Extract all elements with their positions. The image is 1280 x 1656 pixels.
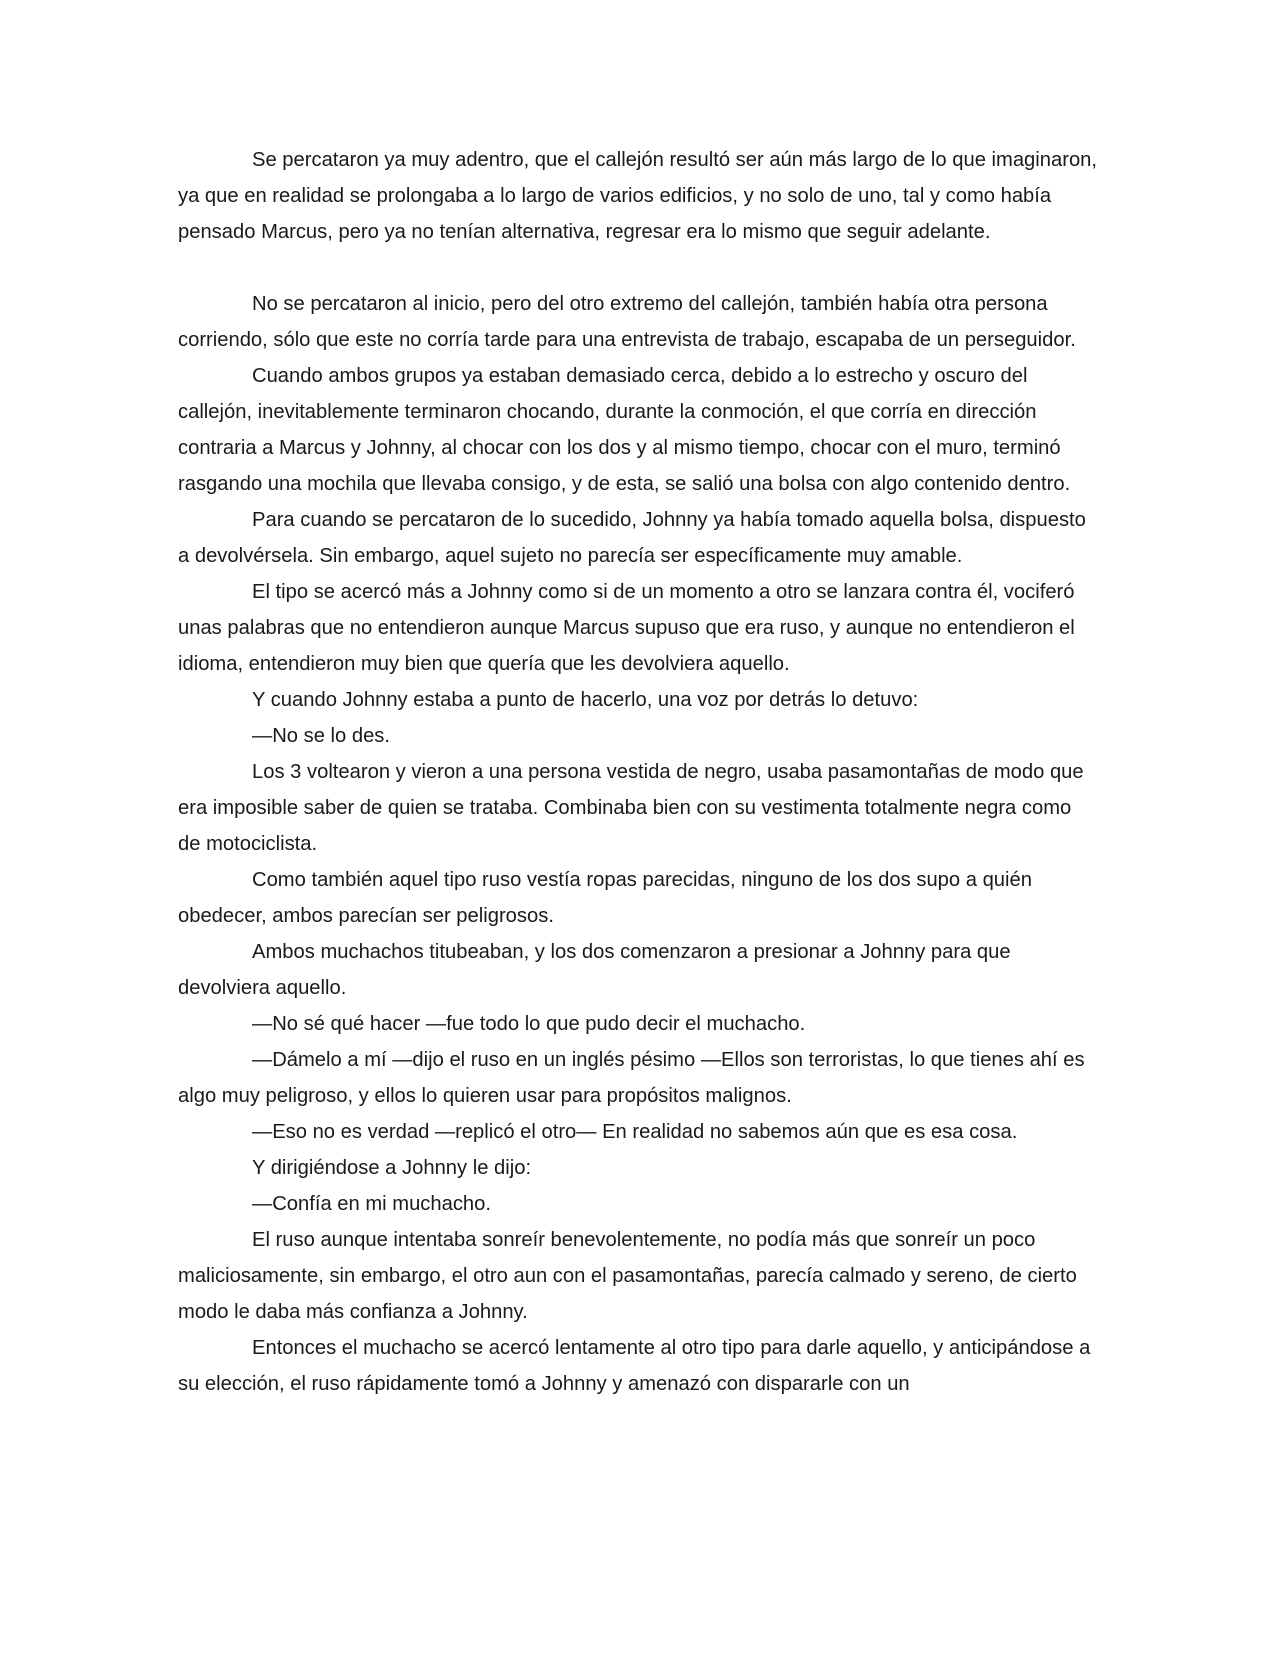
document-body	[178, 142, 1098, 1402]
paragraph: Los 3 voltearon y vieron a una persona vestida de negro, usaba pasamontañas de modo que era imposible saber de quien se trataba. Combinaba bien con su vestimenta totalmente negra como de motociclista.	[178, 761, 1084, 855]
paragraph: No se percataron al inicio, pero del otro extremo del callejón, también había otra persona corriendo, sólo que este no corría tarde para una entrevista de trabajo, escapaba de un perseguidor.	[178, 293, 1076, 351]
paragraph: Y dirigiéndose a Johnny le dijo:	[252, 1157, 532, 1179]
dialogue-line: —Eso no es verdad —replicó el otro— En realidad no sabemos aún que es esa cosa.	[252, 1121, 1018, 1143]
paragraph: Ambos muchachos titubeaban, y los dos comenzaron a presionar a Johnny para que devolviera aquello.	[178, 941, 1011, 999]
paragraph: El tipo se acercó más a Johnny como si de un momento a otro se lanzara contra él, vociferó unas palabras que no entendieron aunque Marcus supuso que era ruso, y aunque no entendieron el idioma, entendieron muy bien que quería que les devolviera aquello.	[178, 581, 1075, 675]
dialogue-line: —Confía en mi muchacho.	[252, 1193, 491, 1215]
dialogue-line: —No se lo des.	[252, 725, 391, 747]
paragraph: El ruso aunque intentaba sonreír benevolentemente, no podía más que sonreír un poco maliciosamente, sin embargo, el otro aun con el pasamontañas, parecía calmado y sereno, de cierto modo le daba más confianza a Johnny.	[178, 1229, 1077, 1323]
paragraph: Cuando ambos grupos ya estaban demasiado cerca, debido a lo estrecho y oscuro del callejón, inevitablemente terminaron chocando, durante la conmoción, el que corría en dirección contraria a Marcus y Johnny, al chocar con los dos y al mismo tiempo, chocar con el muro, terminó rasgando una mochila que llevaba consigo, y de esta, se salió una bolsa con algo contenido dentro.	[178, 365, 1071, 495]
paragraph: Y cuando Johnny estaba a punto de hacerlo, una voz por detrás lo detuvo:	[252, 689, 919, 711]
paragraph: Para cuando se percataron de lo sucedido, Johnny ya había tomado aquella bolsa, dispuesto a devolvérsela. Sin embargo, aquel sujeto no parecía ser específicamente muy amable.	[178, 509, 1086, 567]
paragraph: Entonces el muchacho se acercó lentamente al otro tipo para darle aquello, y anticipándose a su elección, el ruso rápidamente tomó a Johnny y amenazó con dispararle con un	[178, 1337, 1091, 1395]
paragraph: Se percataron ya muy adentro, que el callejón resultó ser aún más largo de lo que imaginaron, ya que en realidad se prolongaba a lo largo de varios edificios, y no solo de uno, tal y como había pensado Marcus, pero ya no tenían alternativa, regresar era lo mismo que seguir adelante.	[178, 149, 1098, 243]
dialogue-line: —Dámelo a mí —dijo el ruso en un inglés pésimo —Ellos son terroristas, lo que tienes ahí es algo muy peligroso, y ellos lo quieren usar para propósitos malignos.	[178, 1049, 1085, 1107]
paragraph: Como también aquel tipo ruso vestía ropas parecidas, ninguno de los dos supo a quién obedecer, ambos parecían ser peligrosos.	[178, 869, 1032, 927]
dialogue-line: —No sé qué hacer —fue todo lo que pudo decir el muchacho.	[252, 1013, 806, 1035]
